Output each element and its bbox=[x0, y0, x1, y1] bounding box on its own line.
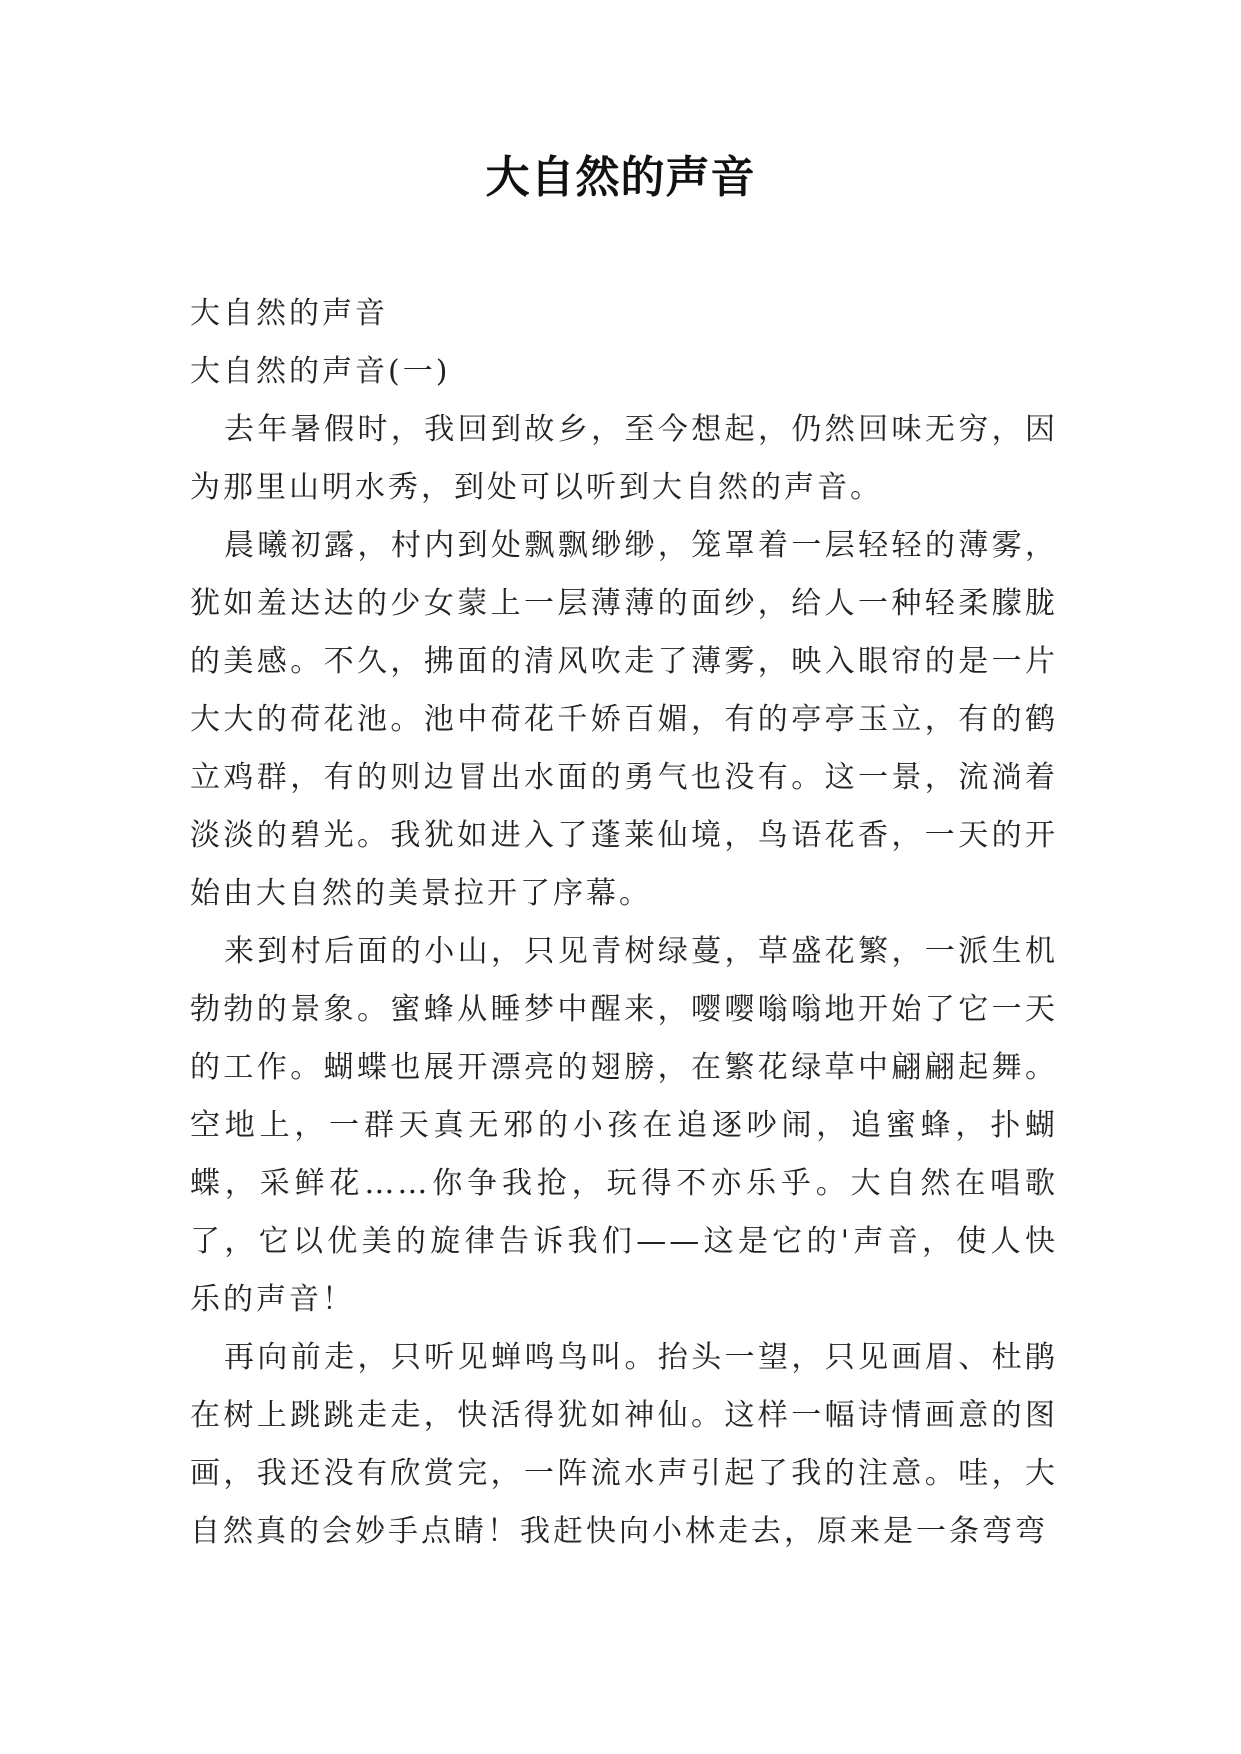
document-title: 大自然的声音 bbox=[485, 152, 756, 203]
section-heading: 大自然的声音(一) bbox=[190, 354, 451, 389]
subtitle-line: 大自然的声音 bbox=[190, 296, 388, 331]
paragraph: 来到村后面的小山，只见青树绿蔓，草盛花繁，一派生机勃勃的景象。蜜蜂从睡梦中醒来，嘤嘤嗡嗡地开始了它一天的工作。蝴蝶也展开漂亮的翅膀，在繁花绿草中翩翩起舞。空地上，一群天真无邪的小孩在追逐吵闹，追蜜蜂，扑蝴蝶，采鲜花……你争我抢，玩得不亦乐乎。大自然在唱歌了，它以优美的旋律告诉我们——这是它的'声音，使人快乐的声音！ bbox=[190, 934, 1058, 1317]
paragraph: 晨曦初露，村内到处飘飘缈缈，笼罩着一层轻轻的薄雾，犹如羞达达的少女蒙上一层薄薄的面纱，给人一种轻柔朦胧的美感。不久，拂面的清风吹走了薄雾，映入眼帘的是一片大大的荷花池。池中荷花千娇百媚，有的亭亭玉立，有的鹤立鸡群，有的则边冒出水面的勇气也没有。这一景，流淌着淡淡的碧光。我犹如进入了蓬莱仙境，鸟语花香，一天的开始由大自然的美景拉开了序幕。 bbox=[190, 528, 1058, 911]
document-body bbox=[190, 285, 1058, 1561]
paragraph: 再向前走，只听见蝉鸣鸟叫。抬头一望，只见画眉、杜鹃在树上跳跳走走，快活得犹如神仙。这样一幅诗情画意的图画，我还没有欣赏完，一阵流水声引起了我的注意。哇，大自然真的会妙手点睛！我赶快向小林走去，原来是一条弯弯 bbox=[190, 1340, 1058, 1549]
paragraph: 去年暑假时，我回到故乡，至今想起，仍然回味无穷，因为那里山明水秀，到处可以听到大自然的声音。 bbox=[190, 412, 1058, 505]
